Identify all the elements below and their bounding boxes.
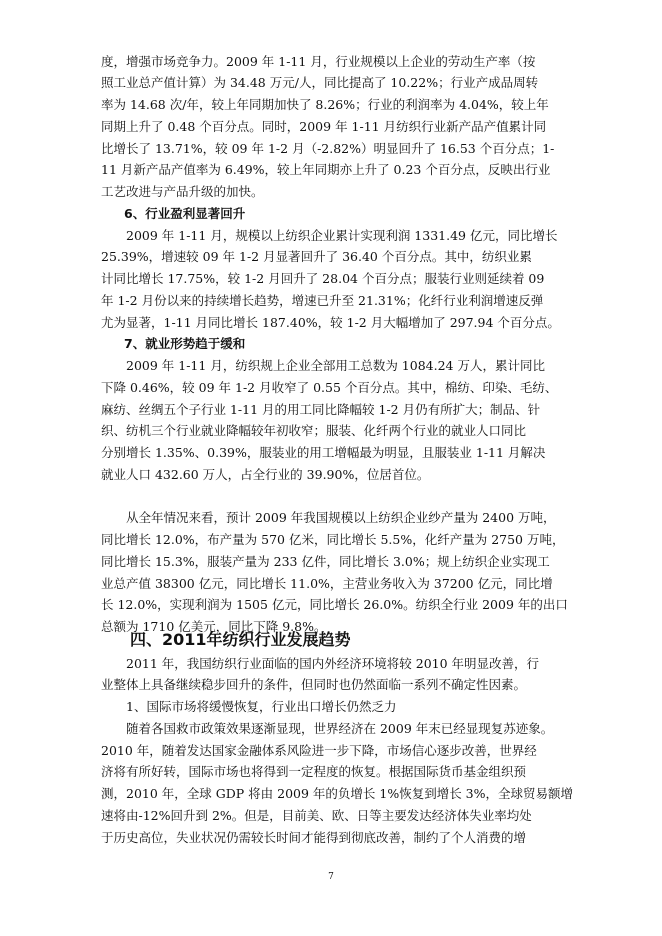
text-line: 长 12.0%，实现利润为 1505 亿元，同比增长 26.0%。纺织全行业 2009 年的出口 bbox=[101, 597, 568, 612]
text-line: 麻纺、丝绸五个子行业 1-11 月的用工同比降幅较 1-2 月仍有所扩大；制品、针 bbox=[101, 402, 541, 417]
text-line: 同比增长 12.0%，布产量为 570 亿米，同比增长 5.5%，化纤产量为 2750 万吨， bbox=[101, 532, 565, 547]
text-line: 率为 14.68 次/年，较上年同期加快了 8.26%；行业的利润率为 4.04%，较上年 bbox=[101, 97, 549, 112]
text-line: 年 1-2 月份以来的持续增长趋势，增速已升至 21.31%；化纤行业利润增速反弹 bbox=[101, 293, 544, 308]
text-line: 同比增长 15.3%，服装产量为 233 亿件，同比增长 3.0%；规上纺织企业实现工 bbox=[101, 554, 550, 569]
text-line: 2009 年 1-11 月，规模以上纺织企业累计实现利润 1331.49 亿元，同比增长 bbox=[126, 228, 558, 243]
text-line: 济将有所好转，国际市场也将得到一定程度的恢复。根据国际货币基金组织预 bbox=[101, 764, 527, 779]
subsection-heading-1: 1、国际市场将缓慢恢复，行业出口增长仍然乏力 bbox=[126, 699, 397, 714]
text-line: 照工业总产值计算）为 34.48 万元/人，同比提高了 10.22%；行业产成品周转 bbox=[101, 75, 539, 90]
text-line: 随着各国救市政策效果逐渐显现，世界经济在 2009 年末已经显现复苏迹象。 bbox=[126, 721, 554, 736]
text-line: 业整体上具备继续稳步回升的条件，但同时也仍然面临一系列不确定性因素。 bbox=[101, 677, 527, 692]
text-line: 测，2010 年，全球 GDP 将由 2009 年的负增长 1%恢复到增长 3%，全球贸易额增 bbox=[101, 786, 574, 801]
page-number: 7 bbox=[328, 872, 334, 882]
text-line: 下降 0.46%，较 09 年 1-2 月收窄了 0.55 个百分点。其中，棉纺、印染、毛纺、 bbox=[101, 380, 558, 395]
text-line: 2009 年 1-11 月，纺织规上企业全部用工总数为 1084.24 万人，累计同比 bbox=[126, 358, 545, 373]
text-line: 织、纺机三个行业就业降幅较年初收窄；服装、化纤两个行业的就业人口同比 bbox=[101, 423, 527, 438]
text-line: 计同比增长 17.75%，较 1-2 月回升了 28.04 个百分点；服装行业则延续着 09 bbox=[101, 271, 545, 286]
text-line: 于历史高位，失业状况仍需较长时间才能得到彻底改善，制约了个人消费的增 bbox=[101, 830, 527, 845]
text-line: 分别增长 1.35%、0.39%，服装业的用工增幅最为明显，且服装业 1-11 月解决 bbox=[101, 445, 546, 460]
text-line: 2010 年，随着发达国家金融体系风险进一步下降，市场信心逐步改善，世界经 bbox=[101, 743, 537, 758]
text-line: 就业人口 432.60 万人，占全行业的 39.90%，位居首位。 bbox=[101, 467, 430, 482]
text-line: 度，增强市场竞争力。2009 年 1-11 月，行业规模以上企业的劳动生产率（按 bbox=[101, 54, 536, 69]
text-line: 从全年情况来看，预计 2009 年我国规模以上纺织企业纱产量为 2400 万吨， bbox=[126, 510, 556, 525]
section-heading-7: 7、就业形势趋于缓和 bbox=[124, 336, 246, 351]
text-line: 同期上升了 0.48 个百分点。同时，2009 年 1-11 月纺织行业新产品产值累计同 bbox=[101, 119, 547, 134]
text-line: 尤为显著，1-11 月同比增长 187.40%，较 1-2 月大幅增加了 297.94 个百分点。 bbox=[101, 315, 560, 330]
text-line: 速将由-12%回升到 2%。但是，目前美、欧、日等主要发达经济体失业率均处 bbox=[101, 808, 532, 823]
text-line: 2011 年，我国纺织行业面临的国内外经济环境将较 2010 年明显改善，行 bbox=[126, 656, 540, 671]
section-heading-6: 6、行业盈利显著回升 bbox=[124, 206, 246, 221]
text-line: 工艺改进与产品升级的加快。 bbox=[101, 184, 264, 199]
chapter-heading: 四、2011年纺织行业发展趋势 bbox=[130, 630, 351, 649]
text-line: 25.39%，增速较 09 年 1-2 月显著回升了 36.40 个百分点。其中，纺织业累 bbox=[101, 249, 532, 264]
text-line: 比增长了 13.71%，较 09 年 1-2 月（-2.82%）明显回升了 16.53 个百分点；1- bbox=[101, 141, 555, 156]
text-line: 11 月新产品产值率为 6.49%，较上年同期亦上升了 0.23 个百分点，反映出行业 bbox=[101, 162, 551, 177]
text-line: 总额为 1710 亿美元，同比下降 9.8%。 bbox=[101, 619, 327, 634]
text-line: 业总产值 38300 亿元，同比增长 11.0%，主营业务收入为 37200 亿元，同比增 bbox=[101, 576, 553, 591]
